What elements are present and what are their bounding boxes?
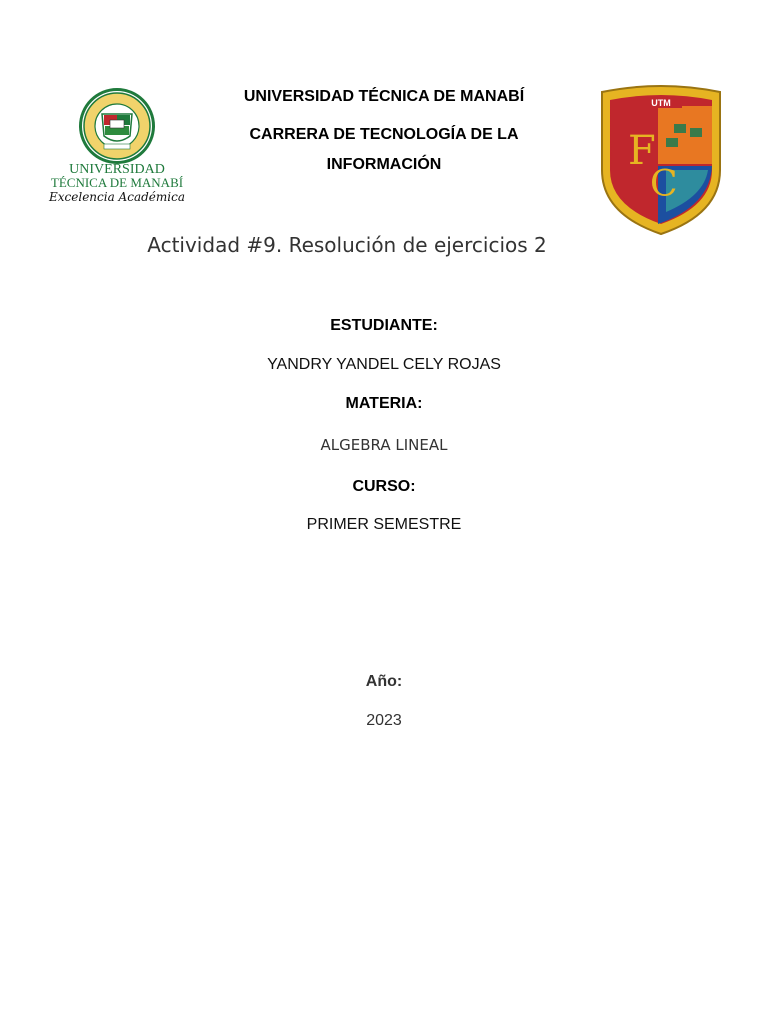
university-name: UNIVERSIDAD TÉCNICA DE MANABÍ [243,88,525,105]
career-line1: CARRERA DE TECNOLOGÍA DE LA [249,126,519,143]
svg-text:UTM: UTM [651,98,671,108]
student-value: YANDRY YANDEL CELY ROJAS [267,356,501,373]
logo-name-line2: TÉCNICA DE MANABÍ [50,175,184,190]
subject-label: MATERIA: [345,395,423,412]
logo-name-line1: UNIVERSIDAD [69,162,165,177]
svg-text:C: C [650,164,678,205]
svg-text:F: F [628,128,656,174]
subject-value: ALGEBRA LINEAL [320,436,448,454]
year-label: Año: [365,673,403,690]
career-line2: INFORMACIÓN [326,156,442,173]
logo-motto: Excelencia Académica [49,190,185,204]
year-value: 2023 [366,712,402,729]
course-value: PRIMER SEMESTRE [306,516,462,533]
page-title: Actividad #9. Resolución de ejercicios 2 [147,233,547,257]
student-label: ESTUDIANTE: [330,317,438,334]
course-label: CURSO: [352,478,416,495]
